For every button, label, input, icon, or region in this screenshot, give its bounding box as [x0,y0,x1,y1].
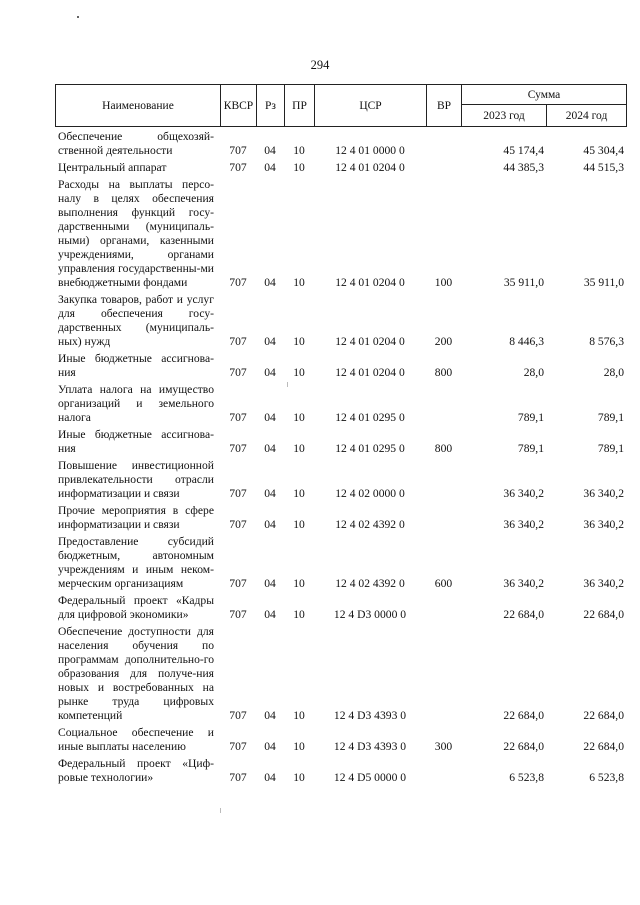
cell-vr [426,456,461,501]
cell-pr: 10 [293,518,305,531]
cell-pr: 10 [293,442,305,455]
cell-pr: 10 [293,335,305,348]
cell-rz: 04 [264,335,276,348]
cell-rz: 04 [264,276,276,289]
cell-csr: 12 4 02 0000 0 [335,487,405,500]
cell-kvsr: 707 [229,577,247,590]
cell-csr: 12 4 D5 0000 0 [333,771,407,784]
table-row [55,290,626,349]
cell-2024: 22 684,0 [583,709,624,722]
cell-rz: 04 [264,577,276,590]
header-kvsr: КВСР [221,85,257,127]
cell-2024: 8 576,3 [589,335,624,348]
table-row [55,425,626,456]
cell-2023: 36 340,2 [503,518,544,531]
cell-name: Повышение инвестиционной привлекательности отрасли информатизации и связи [58,459,214,500]
cell-csr: 12 4 01 0204 0 [335,161,405,174]
cell-csr: 12 4 01 0204 0 [335,276,405,289]
cell-kvsr: 707 [229,161,247,174]
table-row [55,127,626,158]
cell-name: Обеспечение доступности для населения обучения по программам дополнительно-го образования для получе-ния новых и востребованных на рынке труда цифровых компетенций [58,625,214,722]
cell-csr: 12 4 01 0000 0 [335,144,405,157]
header-2024: 2024 год [547,105,627,127]
cell-vr: 200 [434,335,453,348]
cell-kvsr: 707 [229,442,247,455]
cell-pr: 10 [293,771,305,784]
cell-2023: 22 684,0 [503,709,544,722]
cell-name: Федеральный проект «Кадры для цифровой экономики» [58,594,214,621]
cell-kvsr: 707 [229,608,247,621]
cell-rz: 04 [264,411,276,424]
cell-2024: 22 684,0 [583,740,624,753]
cell-csr: 12 4 02 4392 0 [335,518,405,531]
cell-csr: 12 4 D3 4393 0 [333,740,407,753]
scan-mark [220,808,221,813]
cell-2024: 44 515,3 [583,161,624,174]
table-row [55,380,626,425]
cell-2024: 35 911,0 [583,276,624,289]
cell-2024: 45 304,4 [583,144,624,157]
cell-pr: 10 [293,366,305,379]
cell-rz: 04 [264,608,276,621]
cell-name: Федеральный проект «Циф-ровые технологии» [58,757,214,784]
table-row [55,532,626,591]
cell-rz: 04 [264,366,276,379]
cell-2023: 45 174,4 [503,144,544,157]
cell-2024: 789,1 [597,411,624,424]
cell-csr: 12 4 D3 0000 0 [333,608,407,621]
cell-kvsr: 707 [229,276,247,289]
scan-mark [287,382,288,387]
cell-2023: 789,1 [517,442,544,455]
header-sum: Сумма [462,85,627,105]
cell-2024: 22 684,0 [583,608,624,621]
cell-pr: 10 [293,161,305,174]
cell-2024: 6 523,8 [589,771,624,784]
cell-rz: 04 [264,771,276,784]
header-name: Наименование [56,85,221,127]
table-row [55,591,626,622]
cell-csr: 12 4 02 4392 0 [335,577,405,590]
cell-name: Расходы на выплаты персо-налу в целях обеспечения выполнения функций госу-дарственными (муниципаль-ными) органами, казенными учреждениями, органами управления государственны-ми внебюджетными фондами [58,178,214,289]
cell-name: Центральный аппарат [58,161,167,174]
table-row [55,622,626,723]
cell-2023: 35 911,0 [503,276,544,289]
cell-rz: 04 [264,442,276,455]
cell-name: Иные бюджетные ассигнова-ния [58,428,214,455]
cell-name: Социальное обеспечение и иные выплаты населению [58,726,214,753]
table-row [55,349,626,380]
cell-rz: 04 [264,487,276,500]
table-row [55,456,626,501]
cell-kvsr: 707 [229,144,247,157]
cell-vr: 300 [434,740,453,753]
cell-vr [426,591,461,622]
cell-vr [426,127,461,158]
cell-pr: 10 [293,577,305,590]
cell-pr: 10 [293,740,305,753]
cell-pr: 10 [293,276,305,289]
cell-csr: 12 4 01 0295 0 [335,442,405,455]
cell-vr: 800 [434,366,453,379]
table-row [55,501,626,532]
cell-vr [426,622,461,723]
cell-2023: 36 340,2 [503,487,544,500]
cell-2024: 36 340,2 [583,487,624,500]
cell-csr: 12 4 01 0295 0 [335,411,405,424]
header-vr: ВР [427,85,462,127]
cell-vr: 600 [434,577,453,590]
cell-vr [426,754,461,785]
table-row [55,158,626,175]
cell-name: Иные бюджетные ассигнова-ния [58,352,214,379]
cell-pr: 10 [293,709,305,722]
cell-rz: 04 [264,740,276,753]
cell-2023: 22 684,0 [503,608,544,621]
cell-2023: 28,0 [523,366,544,379]
cell-vr [426,158,461,175]
cell-2023: 8 446,3 [509,335,544,348]
cell-kvsr: 707 [229,335,247,348]
cell-2024: 36 340,2 [583,577,624,590]
table-header [55,84,627,127]
cell-rz: 04 [264,161,276,174]
cell-pr: 10 [293,487,305,500]
cell-name: Закупка товаров, работ и услуг для обеспечения госу-дарственных (муниципаль-ных) нужд [58,293,214,348]
cell-kvsr: 707 [229,366,247,379]
cell-rz: 04 [264,144,276,157]
cell-pr: 10 [293,608,305,621]
cell-2024: 36 340,2 [583,518,624,531]
cell-name: Обеспечение общехозяй-ственной деятельности [58,130,214,157]
cell-kvsr: 707 [229,709,247,722]
cell-2024: 28,0 [603,366,624,379]
cell-kvsr: 707 [229,487,247,500]
table-row [55,754,626,785]
cell-2024: 789,1 [597,442,624,455]
budget-table [55,127,626,785]
cell-2023: 44 385,3 [503,161,544,174]
cell-kvsr: 707 [229,411,247,424]
header-2023: 2023 год [462,105,547,127]
cell-2023: 789,1 [517,411,544,424]
cell-csr: 12 4 D3 4393 0 [333,709,407,722]
cell-kvsr: 707 [229,740,247,753]
table-row [55,723,626,754]
page-number: 294 [310,58,330,72]
cell-vr: 100 [434,276,453,289]
cell-kvsr: 707 [229,518,247,531]
cell-2023: 36 340,2 [503,577,544,590]
cell-rz: 04 [264,518,276,531]
cell-vr: 800 [434,442,453,455]
cell-pr: 10 [293,144,305,157]
header-rz: Рз [257,85,285,127]
cell-pr: 10 [293,411,305,424]
cell-name: Уплата налога на имущество организаций и земельного налога [58,383,214,424]
cell-name: Прочие мероприятия в сфере информатизации и связи [58,504,214,531]
cell-vr [426,501,461,532]
scan-speck [77,16,79,18]
cell-2023: 6 523,8 [509,771,544,784]
header-pr: ПР [285,85,315,127]
cell-name: Предоставление субсидий бюджетным, автономным учреждениям и иным неком-мерческим организациям [58,535,214,590]
cell-csr: 12 4 01 0204 0 [335,335,405,348]
cell-rz: 04 [264,709,276,722]
cell-csr: 12 4 01 0204 0 [335,366,405,379]
header-csr: ЦСР [315,85,427,127]
cell-vr [426,380,461,425]
cell-2023: 22 684,0 [503,740,544,753]
cell-kvsr: 707 [229,771,247,784]
table-row [55,175,626,290]
